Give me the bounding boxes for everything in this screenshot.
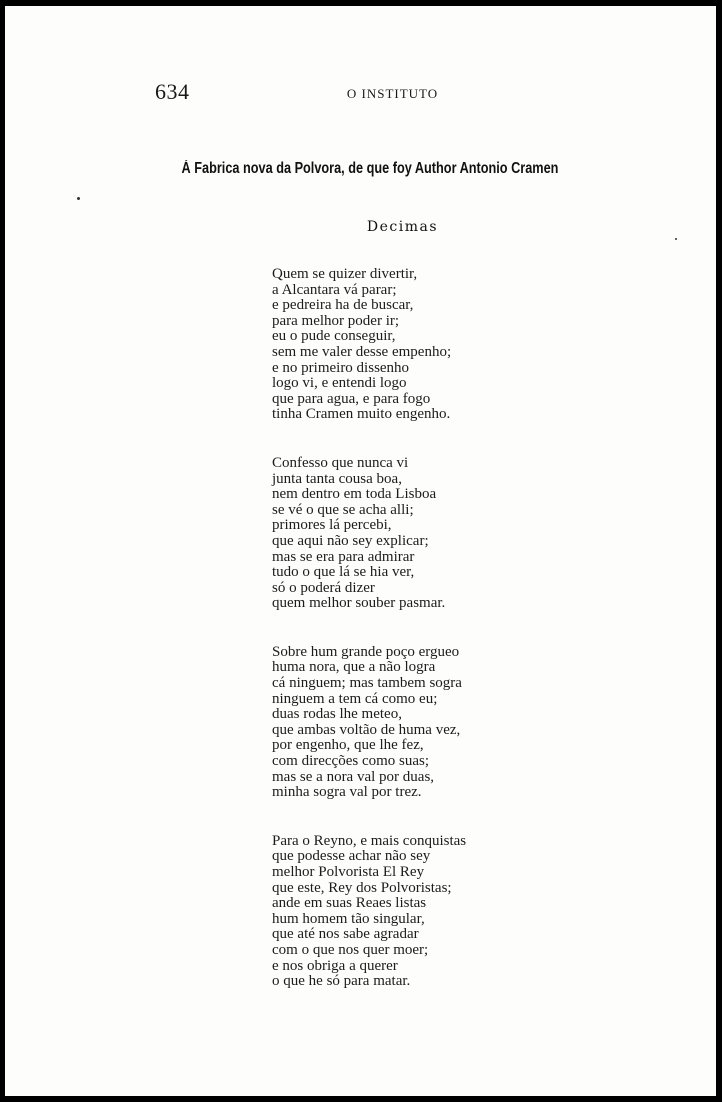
verse-line: huma nora, que a não logra bbox=[272, 659, 436, 676]
verse-line: por engenho, que lhe fez, bbox=[272, 737, 424, 754]
verse-line: para melhor poder ir; bbox=[272, 312, 400, 329]
verse-line: e pedreira ha de buscar, bbox=[272, 297, 414, 314]
verse-line: que para agua, e para fogo bbox=[272, 390, 431, 407]
page-number: 634 bbox=[155, 79, 190, 104]
verse-line: que aqui não sey explicar; bbox=[272, 532, 429, 549]
verse-line: só o poderá dizer bbox=[272, 579, 375, 596]
verse-line: quem melhor souber pasmar. bbox=[272, 595, 446, 612]
poem-title: Á Fabrica nova da Polvora, de que foy Author Antonio Cramen bbox=[181, 160, 559, 177]
ink-speck bbox=[675, 238, 677, 240]
verse-line: a Alcantara vá parar; bbox=[272, 281, 397, 298]
verse-line: que até nos sabe agradar bbox=[272, 926, 419, 943]
verse-line: com direcções como suas; bbox=[272, 753, 430, 770]
verse-line: Confesso que nunca vi bbox=[272, 454, 409, 471]
verse-line: tinha Cramen muito engenho. bbox=[272, 406, 451, 423]
poem-subtitle: Decimas bbox=[366, 219, 439, 235]
verse-line: e nos obriga a querer bbox=[272, 957, 398, 974]
verse-line: Quem se quizer divertir, bbox=[272, 266, 418, 282]
stanza bbox=[272, 834, 466, 990]
verse-line: hum homem tão singular, bbox=[272, 910, 425, 927]
verse-line: cá ninguem; mas tambem sogra bbox=[272, 675, 462, 692]
book-page bbox=[5, 6, 716, 1096]
verse-line: mas se a nora val por duas, bbox=[272, 768, 435, 785]
verse-line: duas rodas lhe meteo, bbox=[272, 706, 402, 723]
verse-line: eu o pude conseguir, bbox=[272, 328, 396, 345]
stanza bbox=[272, 267, 466, 423]
verse-line: que este, Rey dos Polvoristas; bbox=[272, 879, 452, 896]
verse-line: o que he só para matar. bbox=[272, 973, 411, 990]
verse-line: Sobre hum grande poço ergueo bbox=[272, 643, 460, 660]
verse-line: que podesse achar não sey bbox=[272, 848, 431, 865]
verse-line: com o que nos quer moer; bbox=[272, 941, 429, 958]
running-title: O INSTITUTO bbox=[346, 86, 439, 101]
verse-line: nem dentro em toda Lisboa bbox=[272, 486, 437, 503]
verse-line: junta tanta cousa boa, bbox=[272, 470, 402, 487]
verse-line: tudo o que lá se hia ver, bbox=[272, 564, 415, 581]
verse-line: logo vi, e entendi logo bbox=[272, 375, 407, 392]
stanza bbox=[272, 456, 466, 612]
verse-line: mas se era para admirar bbox=[272, 548, 415, 565]
verse-line: melhor Polvorista El Rey bbox=[272, 864, 425, 880]
verse-line: minha sogra val por trez. bbox=[272, 784, 422, 801]
verse-line: primores lá percebi, bbox=[272, 517, 392, 534]
verse-line: que ambas voltão de huma vez, bbox=[272, 721, 461, 738]
verse-line: e no primeiro dissenho bbox=[272, 359, 410, 376]
verse-line: se vé o que se acha alli; bbox=[272, 501, 414, 518]
stanza bbox=[272, 645, 466, 801]
verse-line: sem me valer desse empenho; bbox=[272, 343, 452, 360]
verse-line: ande em suas Reaes listas bbox=[272, 895, 427, 912]
ink-speck bbox=[77, 197, 80, 200]
poem-body bbox=[272, 267, 466, 1023]
verse-line: ninguem a tem cá como eu; bbox=[272, 690, 438, 707]
verse-line: Para o Reyno, e mais conquistas bbox=[272, 832, 467, 849]
